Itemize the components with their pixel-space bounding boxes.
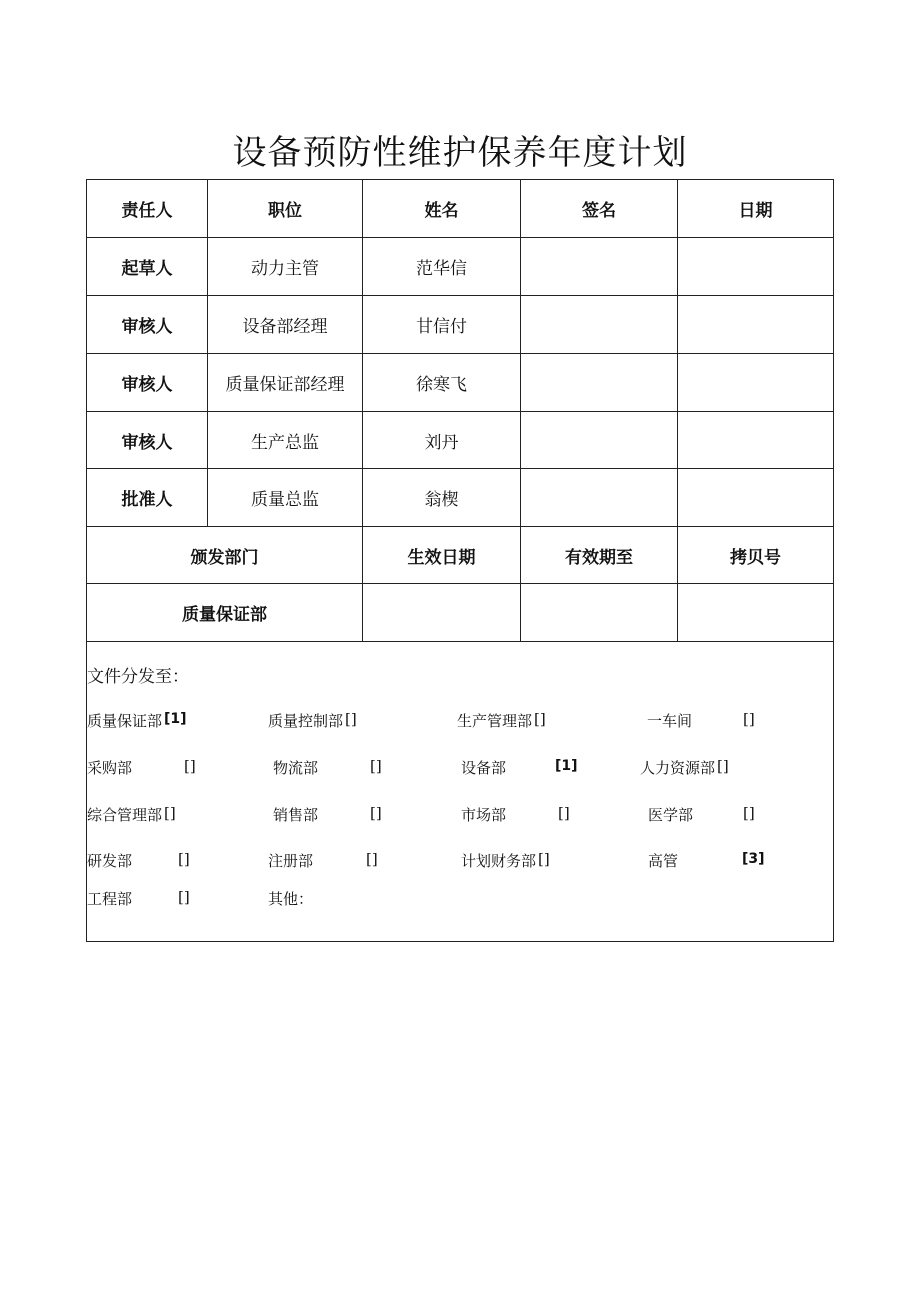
signature-field[interactable] (521, 469, 677, 526)
role-cell: 审核人 (121, 432, 173, 453)
name-cell: 翁楔 (424, 490, 459, 510)
dist-item-label: 一车间 (647, 712, 693, 730)
signature-field[interactable] (521, 238, 677, 295)
dist-item-label: 销售部 (273, 806, 319, 824)
dist-item-mark: [] (164, 804, 176, 822)
dist-item-mark: [] (534, 710, 546, 728)
header-signature: 签名 (582, 201, 616, 221)
dist-item-label: 生产管理部 (457, 712, 533, 730)
date-field[interactable] (678, 412, 833, 468)
header-name: 姓名 (424, 201, 459, 221)
dist-item-label: 市场部 (461, 806, 507, 824)
dist-item-label: 质量控制部 (268, 712, 344, 730)
dist-item-label: 医学部 (648, 806, 694, 824)
issuing-dept-value: 质量保证部 (182, 605, 267, 625)
role-cell: 审核人 (121, 375, 173, 395)
valid-until-field[interactable] (521, 584, 677, 641)
dist-item-label: 人力资源部 (640, 759, 716, 777)
dist-item-mark: [] (743, 710, 755, 728)
dist-item-label: 计划财务部 (461, 852, 537, 870)
name-cell: 刘丹 (424, 432, 459, 453)
dist-item-label: 研发部 (87, 852, 133, 870)
dist-item-label: 工程部 (87, 890, 133, 908)
role-cell: 批准人 (121, 490, 173, 510)
header-responsible: 责任人 (121, 201, 173, 221)
dist-other-label: 其他： (268, 890, 314, 908)
dist-item-mark: [] (558, 804, 570, 822)
dist-item-label: 综合管理部 (87, 806, 163, 824)
position-cell: 生产总监 (251, 432, 319, 453)
signature-field[interactable] (521, 296, 677, 353)
date-field[interactable] (678, 296, 833, 353)
date-field[interactable] (678, 238, 833, 295)
role-cell: 审核人 (121, 317, 173, 337)
position-cell: 动力主管 (251, 259, 319, 279)
effective-date-field[interactable] (363, 584, 520, 641)
name-cell: 甘信付 (416, 317, 467, 337)
date-field[interactable] (678, 469, 833, 526)
header-position: 职位 (268, 201, 302, 221)
dist-item-mark: [] (717, 757, 729, 775)
plan-form-table (86, 179, 834, 942)
copy-number-field[interactable] (678, 584, 833, 641)
position-cell: 设备部经理 (242, 317, 328, 337)
position-cell: 质量总监 (251, 490, 319, 510)
position-cell: 质量保证部经理 (225, 375, 345, 395)
dist-item-mark: [1] (164, 711, 187, 727)
dist-item-label: 注册部 (268, 852, 314, 870)
name-cell: 范华信 (416, 259, 467, 279)
dist-item-mark: [1] (555, 758, 578, 774)
dist-item-mark: [3] (742, 851, 765, 867)
header-issuing-dept: 颁发部门 (190, 547, 259, 568)
date-field[interactable] (678, 354, 833, 411)
dist-item-mark: [] (345, 710, 357, 728)
header-date: 日期 (738, 201, 773, 221)
dist-item-mark: [] (370, 757, 382, 775)
header-copy-number: 拷贝号 (730, 547, 781, 568)
dist-item-mark: [] (370, 804, 382, 822)
dist-item-label: 采购部 (87, 759, 133, 777)
dist-item-mark: [] (178, 850, 190, 868)
dist-item-label: 质量保证部 (87, 712, 163, 730)
dist-item-label: 物流部 (273, 759, 319, 777)
document-title: 设备预防性维护保养年度计划 (232, 133, 688, 173)
dist-item-mark: [] (184, 757, 196, 775)
signature-field[interactable] (521, 354, 677, 411)
dist-item-mark: [] (366, 850, 378, 868)
distribution-title: 文件分发至： (87, 667, 189, 687)
dist-item-mark: [] (743, 804, 755, 822)
header-effective-date: 生效日期 (407, 547, 476, 568)
dist-item-label: 高管 (648, 852, 679, 870)
role-cell: 起草人 (121, 259, 173, 279)
dist-item-mark: [] (538, 850, 550, 868)
name-cell: 徐寒飞 (416, 375, 467, 395)
dist-item-mark: [] (178, 888, 190, 906)
dist-item-label: 设备部 (461, 759, 507, 777)
row-divider (87, 641, 833, 642)
signature-field[interactable] (521, 412, 677, 468)
header-valid-until: 有效期至 (565, 547, 633, 568)
